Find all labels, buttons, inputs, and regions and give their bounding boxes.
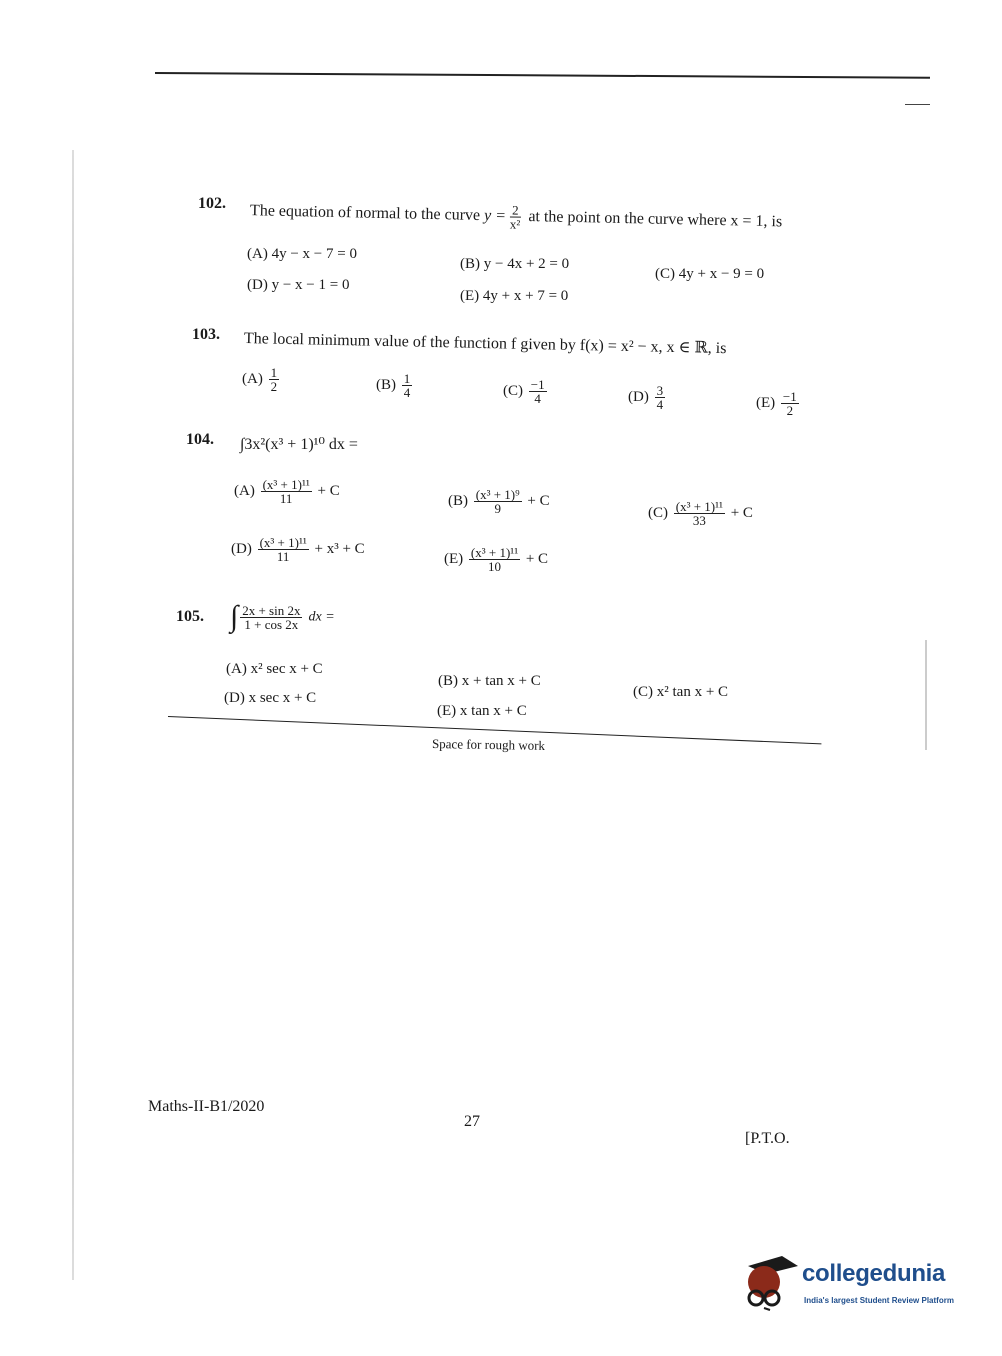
option-b: (B) $\frac{1}{4}$	[376, 371, 411, 400]
logo-wordmark: collegedunia	[802, 1260, 946, 1287]
fraction: $\frac{1}{2}$	[270, 365, 278, 394]
question-number: 103.	[192, 326, 220, 343]
option-c: (C) $\frac{\text{(x³ + 1)¹¹}}{33}$ + C	[648, 499, 753, 528]
paper-code: Maths-II-B1/2020	[148, 1098, 265, 1115]
option-c: (C) 4y + x − 9 = 0	[655, 266, 765, 282]
question-integral: ∫3x²(x³ + 1)¹⁰ dx =	[240, 436, 358, 453]
fraction: $\frac{\text{(x³ + 1)⁹}}{9}$	[475, 487, 520, 516]
rough-work-label: Space for rough work	[431, 736, 546, 753]
question-text: The equation of normal to the curve y = $\frac{2}{\text{x²}}$ at the point on the curve where x = 1, is	[249, 202, 783, 232]
option-e: (E) 4y + x + 7 = 0	[460, 288, 569, 304]
option-d: (D) $\frac{\text{(x³ + 1)¹¹}}{11}$ + x³ + C	[231, 535, 365, 564]
option-e: (E) x tan x + C	[437, 703, 527, 719]
question-integral: ∫ $\frac{2x + \sin 2x}{1 + \cos 2x}$ dx =	[230, 600, 335, 633]
fraction: $\frac{\text{(x³ + 1)¹¹}}{33}$	[675, 499, 723, 528]
scan-edge	[72, 150, 74, 1280]
fraction: $\frac{2x + \sin 2x}{1 + \cos 2x}$	[242, 602, 301, 632]
question-number: 105.	[176, 608, 204, 625]
fraction: $\frac{-1}{2}$	[782, 389, 797, 418]
option-d: (D) y − x − 1 = 0	[247, 277, 350, 293]
fraction: $\frac{\text{(x³ + 1)¹¹}}{10}$	[470, 545, 519, 574]
collegedunia-logo	[742, 1250, 972, 1316]
fraction: $\frac{2}{\text{x²}}$	[509, 202, 521, 232]
option-e: (E) $\frac{-1}{2}$	[756, 389, 797, 418]
option-a: (A) 4y − x − 7 = 0	[247, 246, 357, 262]
logo-tagline: India's largest Student Review Platform	[804, 1296, 954, 1305]
option-d: (D) x sec x + C	[224, 690, 317, 706]
question-text: The local minimum value of the function f given by f(x) = x² − x, x ∈ ℝ, is	[243, 330, 727, 358]
fraction: $\frac{1}{4}$	[403, 371, 411, 400]
option-c: (C) x² tan x + C	[633, 684, 729, 700]
pto-label: [P.T.O.	[745, 1130, 790, 1147]
top-rule	[155, 72, 930, 79]
mascot-icon	[742, 1252, 800, 1312]
option-c: (C) $\frac{-1}{4}$	[503, 377, 545, 406]
option-a: (A) $\frac{1}{2}$	[242, 365, 278, 394]
question-number: 102.	[198, 195, 226, 212]
option-d: (D) $\frac{3}{4}$	[628, 383, 664, 412]
question-number: 104.	[186, 431, 214, 448]
option-a: (A) x² sec x + C	[226, 661, 323, 677]
fraction: $\frac{\text{(x³ + 1)¹¹}}{11}$	[262, 477, 310, 506]
option-a: (A) $\frac{\text{(x³ + 1)¹¹}}{11}$ + C	[234, 477, 340, 506]
fraction: $\frac{3}{4}$	[656, 383, 664, 412]
fraction: $\frac{\text{(x³ + 1)¹¹}}{11}$	[259, 535, 307, 564]
scan-edge-right	[925, 640, 927, 750]
top-rule-tick	[905, 104, 930, 105]
option-b: (B) y − 4x + 2 = 0	[460, 256, 570, 272]
page-number: 27	[464, 1113, 480, 1130]
option-b: (B) $\frac{\text{(x³ + 1)⁹}}{9}$ + C	[448, 487, 550, 516]
option-e: (E) $\frac{\text{(x³ + 1)¹¹}}{10}$ + C	[444, 545, 549, 574]
fraction: $\frac{-1}{4}$	[530, 377, 545, 406]
option-b: (B) x + tan x + C	[438, 673, 541, 689]
